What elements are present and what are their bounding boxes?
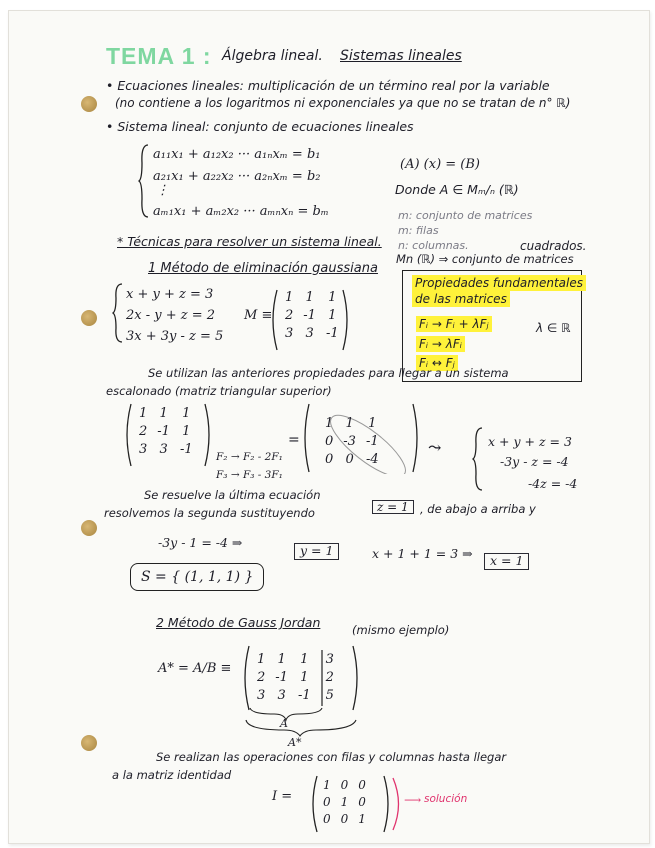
- matrix-cell: 2: [257, 669, 266, 685]
- solve-text-2: resolvemos la segunda sustituyendo: [104, 506, 315, 520]
- method1-heading: 1 Método de eliminación gaussiana: [148, 261, 378, 276]
- property-1: [416, 318, 492, 330]
- matrix-cell: 0: [345, 451, 354, 467]
- matrix-cell: 3: [159, 441, 168, 457]
- reduction-left-matrix: [134, 404, 198, 458]
- result-eq-1: x + y + z = 3: [488, 434, 572, 449]
- bullet-ecuaciones: • Ecuaciones lineales: multiplicación de un término real por la variable: [106, 78, 550, 93]
- method2-heading: 2 Método de Gauss Jordan: [156, 615, 321, 630]
- properties-title-2-text: de las matrices: [412, 291, 510, 307]
- matrix-cell: 1: [300, 669, 309, 685]
- arrow-icon: ⟶: [404, 793, 422, 807]
- example-eq-1: x + y + z = 3: [126, 287, 214, 302]
- note-columnas: n: columnas.: [398, 239, 469, 252]
- matrix-m-label: M ≡: [244, 308, 273, 323]
- general-eq-3: aₘ₁x₁ + aₘ₂x₂ ··· aₘₙxₙ = bₘ: [153, 204, 329, 219]
- matrix-cell: 2: [285, 307, 294, 323]
- matrix-cell: 1: [325, 415, 334, 431]
- matrix-form-eq: (A) (x) = (B): [400, 157, 480, 172]
- bullet-sistema: • Sistema lineal: conjunto de ecuaciones lineales: [106, 119, 414, 134]
- note-cuadrados: cuadrados.: [520, 239, 587, 253]
- y-result-box: y = 1: [294, 543, 339, 560]
- solve-text-1: Se resuelve la última ecuación: [144, 488, 321, 502]
- label-astar: A*: [288, 736, 302, 749]
- label-a: A: [280, 717, 288, 730]
- solution-label: solución: [424, 793, 468, 805]
- subject-label: Álgebra lineal.: [222, 48, 323, 64]
- matrix-cell: 3: [325, 651, 334, 667]
- matrix-cell: -1: [179, 441, 193, 457]
- matrix-cell: -1: [365, 433, 379, 449]
- identity-label: I =: [272, 789, 293, 804]
- note-mn: Mn (ℝ) ⇒ conjunto de matrices: [396, 252, 574, 266]
- page-title: TEMA 1 :: [106, 43, 212, 69]
- matrix-cell: 0: [358, 777, 366, 792]
- y-equation: -3y - 1 = -4 ⇒: [158, 535, 243, 550]
- system-brace: [138, 143, 150, 219]
- matrix-cell: -1: [157, 423, 170, 439]
- solution-set-box: S = { (1, 1, 1) }: [130, 563, 264, 591]
- matrix-cell: 0: [325, 433, 334, 449]
- gauss-text-1: Se utilizan las anteriores propiedades para llegar a un sistema: [148, 366, 509, 380]
- property-1-text: Fᵢ → Fᵢ + λFⱼ: [416, 316, 492, 332]
- x-equation: x + 1 + 1 = 3 ⇒: [372, 546, 473, 561]
- matrix-cell: 1: [182, 405, 191, 421]
- result-brace: [472, 426, 484, 492]
- matrix-cell: 1: [300, 651, 309, 667]
- matrix-cell: -1: [303, 307, 316, 323]
- matrix-cell: 1: [285, 289, 294, 305]
- techniques-heading: * Técnicas para resolver un sistema lineal.: [117, 234, 382, 249]
- matrix-cell: 1: [328, 289, 337, 305]
- matrix-cell: 0: [323, 811, 331, 826]
- matrix-cell: 1: [358, 811, 366, 826]
- matrix-cell: 1: [345, 415, 354, 431]
- matrix-cell: -1: [275, 669, 288, 685]
- bullet-ecuaciones-note: (no contiene a los logaritmos ni exponenciales ya que no se tratan de n° ℝ): [115, 96, 571, 110]
- matrix-cell: 2: [139, 423, 148, 439]
- example-eq-2: 2x - y + z = 2: [126, 308, 216, 323]
- matrix-cell: 3: [285, 325, 294, 341]
- lambda-note: λ ∈ ℝ: [536, 321, 571, 335]
- topic-label: Sistemas lineales: [340, 48, 462, 64]
- matrix-cell: 3: [305, 325, 314, 341]
- matrix-cell: 3: [139, 441, 148, 457]
- matrix-cell: 0: [323, 794, 331, 809]
- properties-title-1-text: Propiedades fundamentales: [412, 275, 586, 291]
- solve-text-1b: , de abajo a arriba y: [420, 502, 536, 516]
- matrix-cell: 0: [358, 794, 366, 809]
- matrix-cell: 1: [139, 405, 148, 421]
- x-result-box: x = 1: [484, 553, 529, 570]
- binder-hole: [81, 520, 97, 536]
- matrix-cell: 1: [305, 289, 314, 305]
- matrix-form-where: Donde A ∈ Mₘ/ₙ (ℝ): [395, 182, 519, 197]
- note-m: m: conjunto de matrices: [398, 209, 533, 222]
- identity-matrix: [318, 776, 371, 827]
- matrix-cell: 1: [340, 794, 349, 809]
- binder-hole: [81, 310, 97, 326]
- matrix-cell: 1: [159, 405, 168, 421]
- property-3-text: Fᵢ ↔ Fⱼ: [416, 355, 458, 371]
- reduction-right-matrix: [320, 414, 384, 468]
- gauss-jordan-text-2: a la matriz identidad: [112, 768, 232, 782]
- general-eq-2: a₂₁x₁ + a₂₂x₂ ··· a₂ₙxₘ = b₂: [153, 169, 321, 184]
- matrix-cell: 3: [277, 687, 286, 703]
- matrix-cell: 1: [257, 651, 266, 667]
- result-eq-2: -3y - z = -4: [500, 454, 569, 469]
- matrix-cell: -1: [325, 325, 339, 341]
- matrix-cell: 5: [325, 687, 334, 703]
- squiggle-arrow: ⤳: [428, 438, 442, 457]
- augmented-matrix: [252, 650, 339, 704]
- matrix-cell: 0: [340, 811, 349, 826]
- matrix-cell: 1: [182, 423, 191, 439]
- reduction-equals: =: [288, 432, 300, 448]
- matrix-cell: -4: [365, 451, 379, 467]
- property-2-text: Fᵢ → λFᵢ: [416, 336, 465, 352]
- matrix-cell: 0: [340, 777, 349, 792]
- matrix-cell: 0: [325, 451, 334, 467]
- matrix-cell: 1: [323, 777, 331, 792]
- gauss-jordan-text-1: Se realizan las operaciones con filas y columnas hasta llegar: [156, 750, 507, 764]
- result-eq-3: -4z = -4: [528, 476, 578, 491]
- general-eq-1: a₁₁x₁ + a₁₂x₂ ··· a₁ₙxₘ = b₁: [153, 147, 321, 162]
- z-result-box: z = 1: [372, 500, 414, 514]
- binder-hole: [81, 735, 97, 751]
- gauss-text-2: escalonado (matriz triangular superior): [106, 384, 332, 398]
- row-op-2: F₃ → F₃ - 3F₁: [216, 469, 283, 481]
- underbraces: [244, 706, 364, 740]
- matrix-m: [280, 288, 344, 342]
- matrix-cell: 1: [368, 415, 377, 431]
- matrix-cell: -3: [343, 433, 356, 449]
- row-op-1: F₂ → F₂ - 2F₁: [216, 451, 283, 463]
- example-eq-3: 3x + 3y - z = 5: [126, 329, 224, 344]
- binder-hole: [81, 96, 97, 112]
- matrix-cell: -1: [297, 687, 311, 703]
- example-brace: [112, 282, 124, 344]
- matrix-cell: 2: [325, 669, 334, 685]
- matrix-cell: 1: [277, 651, 286, 667]
- note-filas: m: filas: [398, 224, 439, 237]
- properties-title-1: [412, 277, 586, 289]
- matrix-cell: 1: [328, 307, 337, 323]
- method2-note: (mismo ejemplo): [352, 623, 450, 637]
- augmented-label: A* = A/B ≡: [158, 661, 232, 676]
- property-2: [416, 338, 465, 350]
- properties-title-2: [412, 293, 510, 305]
- general-eq-dots: ⋮: [156, 183, 169, 198]
- matrix-cell: 3: [257, 687, 266, 703]
